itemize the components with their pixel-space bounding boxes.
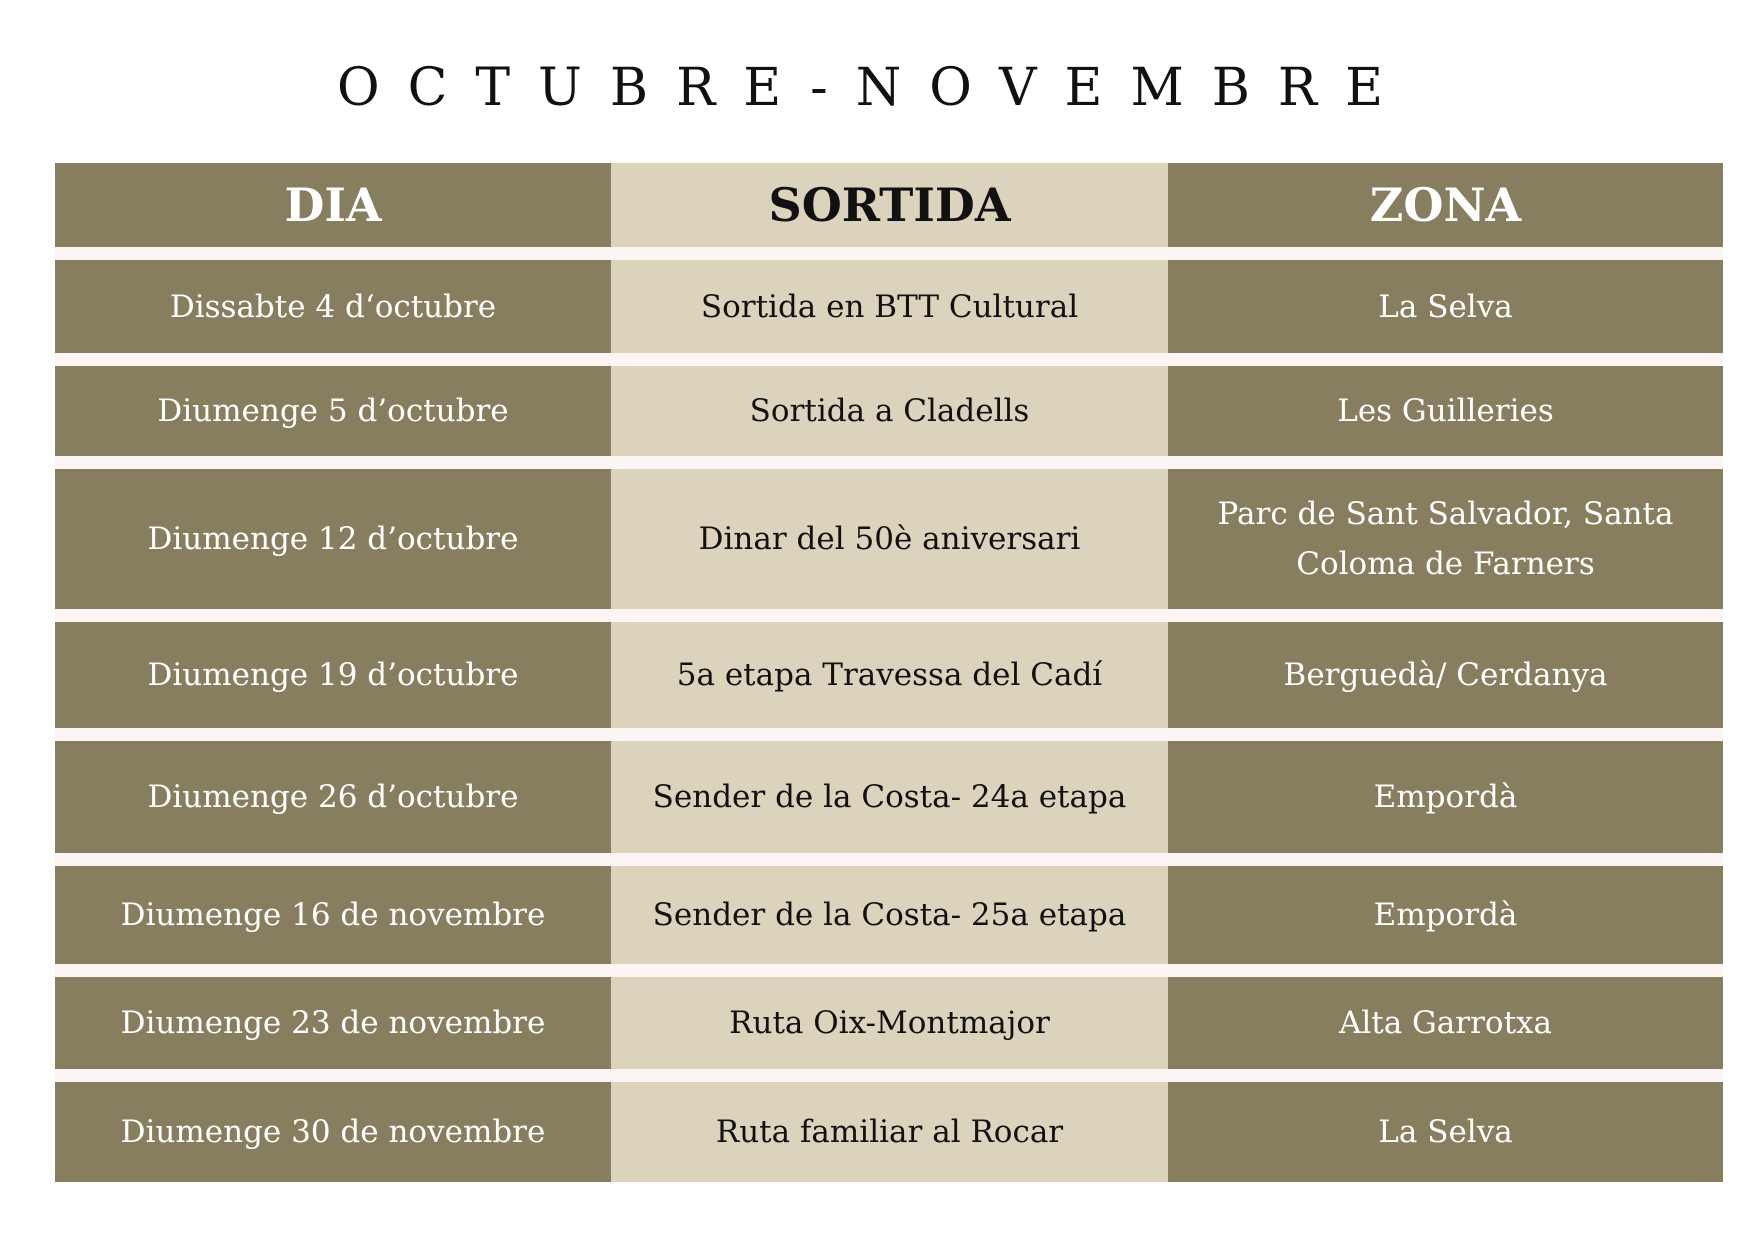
row-sortida: Dinar del 50è aniversari [611,469,1168,609]
table-header-row [55,163,1723,260]
row-sortida: 5a etapa Travessa del Cadí [611,622,1168,728]
table-row [55,741,1723,866]
row-sortida: Sender de la Costa- 25a etapa [611,866,1168,964]
row-dia: Diumenge 23 de novembre [55,977,611,1069]
row-dia: Diumenge 16 de novembre [55,866,611,964]
row-zona: Empordà [1168,741,1723,853]
table-row [55,622,1723,741]
row-zona: Empordà [1168,866,1723,964]
page-title: OCTUBRE-NOVEMBRE [336,58,1412,118]
row-zona: Berguedà/ Cerdanya [1168,622,1723,728]
table-row [55,469,1723,622]
table-row [55,977,1723,1082]
row-sortida: Ruta Oix-Montmajor [611,977,1168,1069]
row-dia: Diumenge 26 d’octubre [55,741,611,853]
schedule-table [55,163,1723,1182]
row-dia: Diumenge 30 de novembre [55,1082,611,1182]
row-sortida: Sortida en BTT Cultural [611,260,1168,353]
table-row [55,260,1723,366]
row-dia: Diumenge 5 d’octubre [55,366,611,456]
table-row [55,866,1723,977]
row-sortida: Ruta familiar al Rocar [611,1082,1168,1182]
row-sortida: Sender de la Costa- 24a etapa [611,741,1168,853]
table-row [55,1082,1723,1182]
table-row [55,366,1723,469]
header-sortida: SORTIDA [611,163,1168,247]
header-dia: DIA [55,163,611,247]
header-zona: ZONA [1168,163,1723,247]
row-zona: La Selva [1168,1082,1723,1182]
row-sortida: Sortida a Cladells [611,366,1168,456]
row-zona: Les Guilleries [1168,366,1723,456]
row-zona: Parc de Sant Salvador, Santa Coloma de Farners [1168,469,1723,609]
row-dia: Diumenge 12 d’octubre [55,469,611,609]
row-zona: La Selva [1168,260,1723,353]
row-dia: Dissabte 4 d‘octubre [55,260,611,353]
row-zona: Alta Garrotxa [1168,977,1723,1069]
row-dia: Diumenge 19 d’octubre [55,622,611,728]
